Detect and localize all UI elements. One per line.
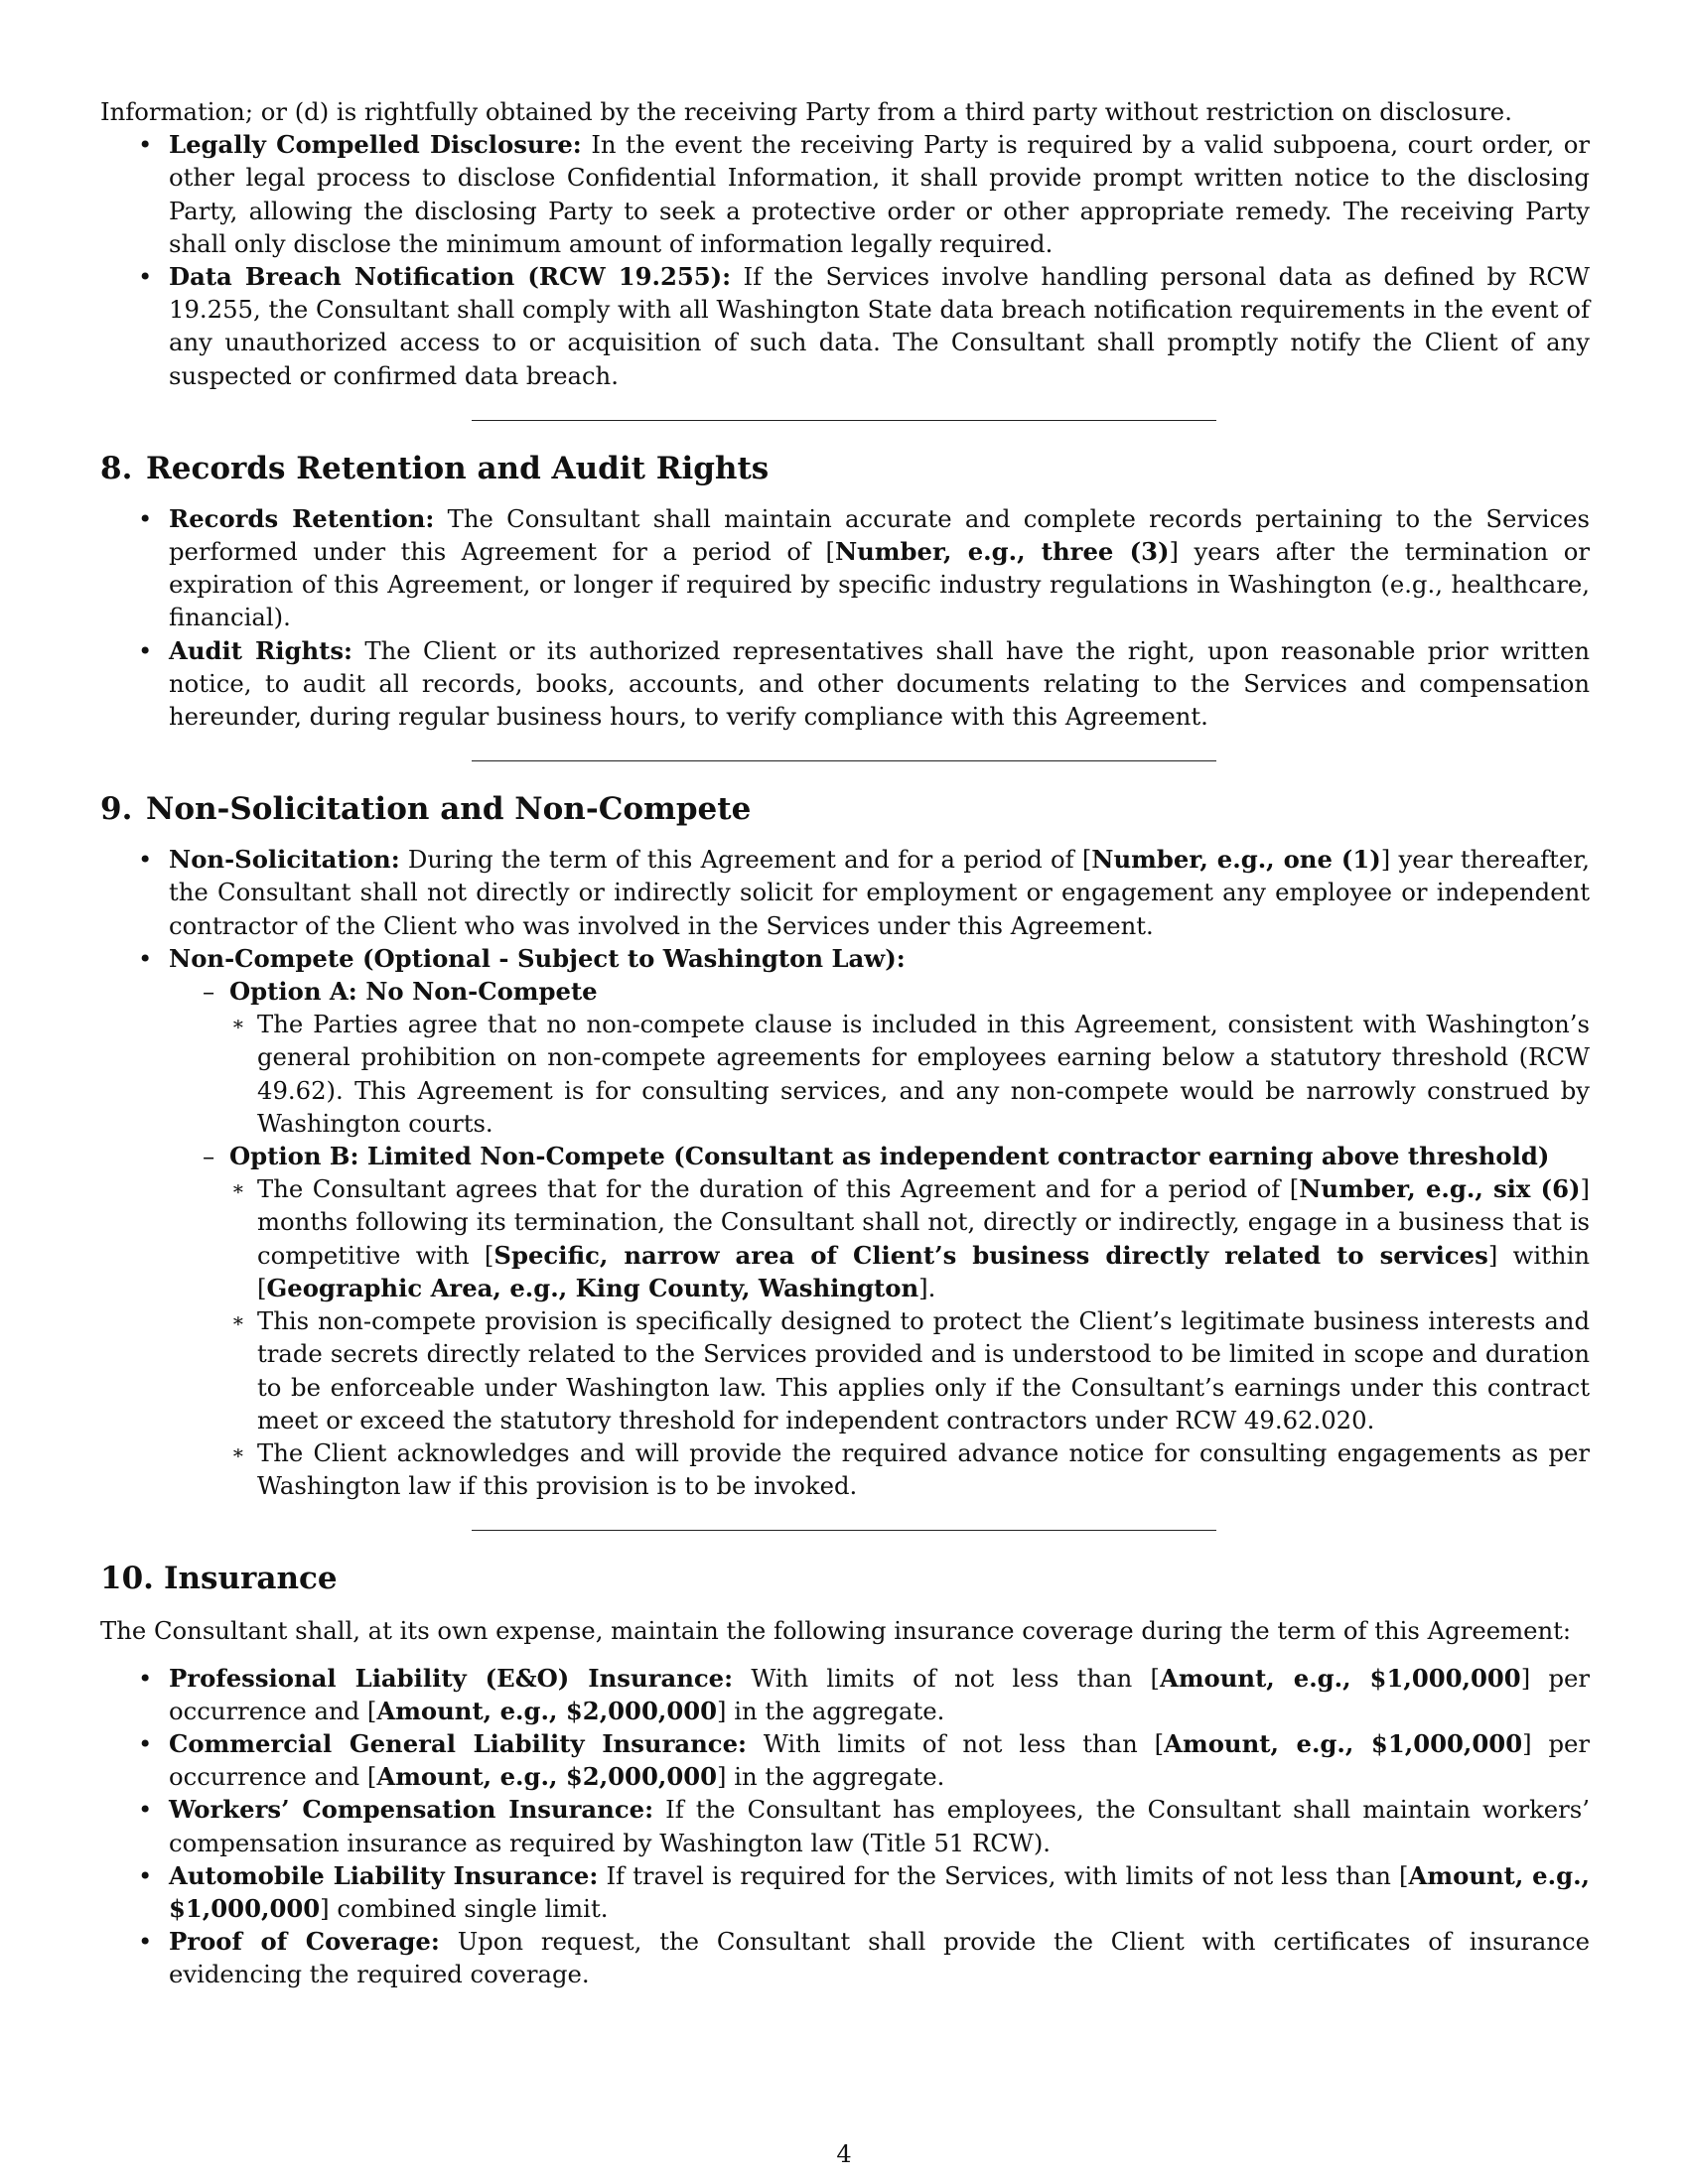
list-item-automobile-liability: • Automobile Liability Insurance: If travel is required for the Services, with limits of not less than [Amount, e.g., $1,000,000] combined single limit. <box>100 1859 1590 1925</box>
placeholder: Geographic Area, e.g., King County, Washington <box>266 1273 919 1302</box>
list-item-audit-rights: • Audit Rights: The Client or its authorized representatives shall have the right, upon reasonable prior written notice, to audit all records, books, accounts, and other documents relating to the Services and compensation hereunder, during regular business hours, to verify compliance with this Agreement. <box>100 634 1590 734</box>
item-label: Legally Compelled Disclosure: <box>169 130 582 160</box>
option-b-item: ∗ The Consultant agrees that for the duration of this Agreement and for a period of [Number, e.g., six (6)] months following its termination, the Consultant shall not, directly or indirectly, engage in a business that is competitive with [Specific, narrow area of Client’s business directly related to services] within [Geographic Area, e.g., King County, Washington]. <box>229 1172 1590 1304</box>
option-b-item: ∗ This non-compete provision is specifically designed to protect the Client’s legitimate business interests and trade secrets directly related to the Services provided and is understood to be limited in scope and duration to be enforceable under Washington law. This applies only if the Consultant’s earnings under this contract meet or exceed the statutory threshold for independent contractors under RCW 49.62.020. <box>229 1304 1590 1436</box>
item-label: Data Breach Notification (RCW 19.255): <box>169 262 732 292</box>
item-text: In the event the receiving Party is required by a valid subpoena, court order, or other legal process to disclose Confidential Information, it shall provide prompt written notice to the disclosing Party, allowing the disclosing Party to seek a protective order or other appropriate remedy. The receiving Party shall only disclose the minimum amount of information legally required. <box>169 130 1590 258</box>
non-solicitation-list <box>100 843 1590 1502</box>
section-heading-10: 10. Insurance <box>100 1561 338 1597</box>
list-item-workers-compensation: • Workers’ Compensation Insurance: If the Consultant has employees, the Consultant shall maintain workers’ compensation insurance as required by Washington law (Title 51 RCW). <box>100 1793 1590 1858</box>
list-item-professional-liability: • Professional Liability (E&O) Insurance: With limits of not less than [Amount, e.g., $1,000,000] per occurrence and [Amount, e.g., $2,000,000] in the aggregate. <box>100 1662 1590 1727</box>
document-page <box>100 95 1590 1991</box>
insurance-list <box>100 1662 1590 1991</box>
option-a: – Option A: No Non-Compete ∗ The Parties agree that no non-compete clause is included in this Agreement, consistent with Washington’s general prohibition on non-compete agreements for employees earning below a statutory threshold (RCW 49.62). This Agreement is for consulting services, and any non-compete would be narrowly construed by Washington courts. <box>169 975 1590 1140</box>
page-number: 4 <box>836 2140 852 2168</box>
placeholder: Amount, e.g., $2,000,000 <box>376 1762 718 1792</box>
option-b-item: ∗ The Client acknowledges and will provide the required advance notice for consulting engagements as per Washington law if this provision is to be invoked. <box>229 1436 1590 1502</box>
list-item-non-compete: • Non-Compete (Optional - Subject to Washington Law): – Option A: No Non-Compete ∗ The Parties agree that no non-compete clause is included in this Agreement, consistent with Washington’s general prohibition on non-compete agreements for employees earning below a statutory threshold (RCW 49.62). This Agreement is for consulting services, and any non-compete would be narrowly construed by Washington courts. – Option B: Limited Non-Compete (Consultant as independent contractor earning above threshold) ∗ The Consultant agrees that for the duration of this Agreement and for a period of [Number, e.g., six (6)] months following its termination, the Consultant shall not, directly or indirectly, engage in a business that is competitive with [Specific, narrow area of Client’s business directly related to services] within [Geographic Area, e.g., King County, Washington]. ∗ This non-compete provision is specifically designed to protect the Client’s legitimate business interests and trade secrets directly related to the Services provided and is understood to be limited in scope and duration to be enforceable under Washington law. This applies only if the Consultant’s earnings under this contract meet or exceed the statutory threshold for independent contractors under RCW 49.62.020. ∗ The Client acknowledges and will provide the required advance notice for consulting engagements as per Washington law if this provision is to be invoked. <box>100 942 1590 1502</box>
list-item-non-solicitation: • Non-Solicitation: During the term of this Agreement and for a period of [Number, e.g., one (1)] year thereafter, the Consultant shall not directly or indirectly solicit for employment or engagement any employee or independent contractor of the Client who was involved in the Services under this Agreement. <box>100 843 1590 942</box>
list-item-proof-of-coverage: • Proof of Coverage: Upon request, the Consultant shall provide the Client with certificates of insurance evidencing the required coverage. <box>100 1925 1590 1990</box>
placeholder: Amount, e.g., $2,000,000 <box>376 1696 718 1725</box>
placeholder: Number, e.g., six (6) <box>1299 1174 1581 1204</box>
confidentiality-list <box>100 128 1590 392</box>
placeholder: Amount, e.g., $1,000,000 <box>1164 1728 1523 1758</box>
option-a-text: ∗ The Parties agree that no non-compete clause is included in this Agreement, consistent with Washington’s general prohibition on non-compete agreements for employees earning below a statutory threshold (RCW 49.62). This Agreement is for consulting services, and any non-compete would be narrowly construed by Washington courts. <box>229 1008 1590 1140</box>
list-item-records-retention: • Records Retention: The Consultant shall maintain accurate and complete records pertaining to the Services performed under this Agreement for a period of [Number, e.g., three (3)] years after the termination or expiration of this Agreement, or longer if required by specific industry regulations in Washington (e.g., healthcare, financial). <box>100 502 1590 634</box>
section-divider <box>472 760 1216 761</box>
section-heading-9: 9. Non-Solicitation and Non-Compete <box>100 791 752 828</box>
records-list <box>100 502 1590 733</box>
list-item <box>100 260 1590 392</box>
section-divider <box>472 420 1216 421</box>
insurance-intro: The Consultant shall, at its own expense, maintain the following insurance coverage during the term of this Agreement: <box>100 1616 1572 1646</box>
placeholder: Amount, e.g., $1,000,000 <box>169 1860 1590 1923</box>
list-item-general-liability: • Commercial General Liability Insurance: With limits of not less than [Amount, e.g., $1,000,000] per occurrence and [Amount, e.g., $2,000,000] in the aggregate. <box>100 1727 1590 1793</box>
list-item <box>100 128 1590 260</box>
placeholder: Number, e.g., one (1) <box>1091 845 1381 875</box>
option-b: – Option B: Limited Non-Compete (Consultant as independent contractor earning above threshold) ∗ The Consultant agrees that for the duration of this Agreement and for a period of [Number, e.g., six (6)] months following its termination, the Consultant shall not, directly or indirectly, engage in a business that is competitive with [Specific, narrow area of Client’s business directly related to services] within [Geographic Area, e.g., King County, Washington]. ∗ This non-compete provision is specifically designed to protect the Client’s legitimate business interests and trade secrets directly related to the Services provided and is understood to be limited in scope and duration to be enforceable under Washington law. This applies only if the Consultant’s earnings under this contract meet or exceed the statutory threshold for independent contractors under RCW 49.62.020. ∗ The Client acknowledges and will provide the required advance notice for consulting engagements as per Washington law if this provision is to be invoked. <box>169 1140 1590 1502</box>
non-compete-options <box>169 975 1590 1502</box>
section-heading-8: 8. Records Retention and Audit Rights <box>100 450 770 486</box>
item-text: If the Services involve handling personal data as defined by RCW 19.255, the Consultant shall comply with all Washington State data breach notification requirements in the event of any unauthorized access to or acquisition of such data. The Consultant shall promptly notify the Client of any suspected or confirmed data breach. <box>169 262 1590 390</box>
placeholder: Specific, narrow area of Client’s business directly related to services <box>493 1240 1488 1270</box>
continuation-text: Information; or (d) is rightfully obtained by the receiving Party from a third party without restriction on disclosure. <box>100 97 1512 126</box>
placeholder: Number, e.g., three (3) <box>834 537 1170 567</box>
section-divider <box>472 1530 1216 1531</box>
placeholder: Amount, e.g., $1,000,000 <box>1159 1663 1521 1693</box>
